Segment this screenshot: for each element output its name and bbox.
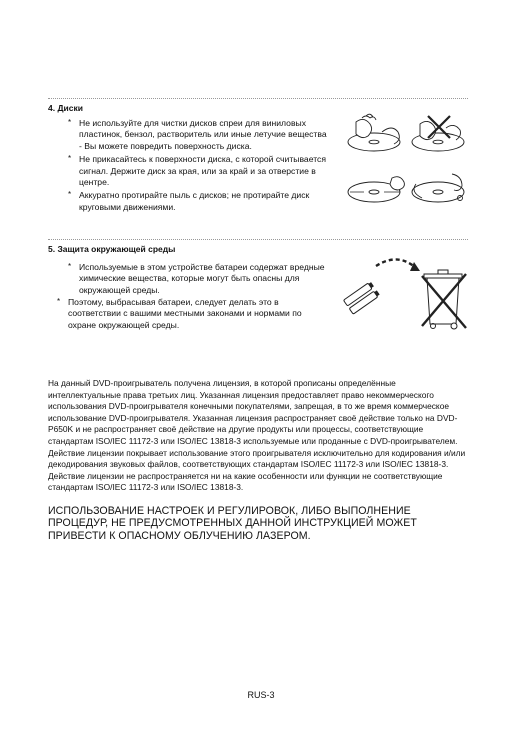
bullet-mark: * [68, 190, 72, 200]
list-item [68, 154, 330, 188]
divider-mid [48, 239, 468, 240]
bullet-mark: * [57, 297, 61, 306]
battery-disposal-illustration [338, 252, 470, 334]
list-item [57, 297, 327, 331]
bullet-mark: * [68, 118, 72, 127]
bullet-text: Не прикасайтесь к поверхности диска, с которой считывается сигнал. Держите диск за края, или за край и за отверстие в центре. [79, 154, 326, 188]
bullet-text: Аккуратно протирайте пыль с дисков; не протирайте диск круговыми движениями. [79, 190, 310, 212]
license-paragraph: На данный DVD-проигрыватель получена лицензия, в которой прописаны определённые интеллектуальные права третьих лиц. Указанная лицензия предоставляет право некоммерческого использования DVD-проигрывателя конечными покупателями, запрещая, в то же время коммерческое использование DVD-проигрывателя. Указанная лицензия распространяет своё действие только на DVD-P650K и не распространяет своё действие на другие продукты или процессы, соответствующие стандартам ISO/IEC 11172-3 или ISO/IEC 13818-3 используемые или проданные с DVD-проигрывателем. Действие лицензии покрывает использование этого проигрывателя исключительно для кодирования и/или декодирования звуковых файлов, соответствующих стандартам ISO/IEC 11172-3 или ISO/IEC 13818-3. Действие лицензии не распространяется ни на какие особенности или функции не соответствующие стандартам ISO/IEC 11172-3 или ISO/IEC 13818-3. [48, 378, 466, 493]
laser-warning: ИСПОЛЬЗОВАНИЕ НАСТРОЕК И РЕГУЛИРОВОК, ЛИБО ВЫПОЛНЕНИЕ ПРОЦЕДУР, НЕ ПРЕДУСМОТРЕННЫХ ДАННОЙ ИНСТРУКЦИЕЙ МОЖЕТ ПРИВЕСТИ К ОПАСНОМУ ОБЛУЧЕНИЮ ЛАЗЕРОМ. [48, 505, 417, 542]
bullet-text: Не используйте для чистки дисков спреи для виниловых пластинок, бензол, растворитель или иные летучие вещества - Вы можете повредить поверхность диска. [79, 118, 327, 151]
disc-cleaning-hands-illustration [342, 112, 470, 214]
bullet-text: Поэтому, выбрасывая батареи, следует делать это в соответствии с вашими местными законами и нормами по охране окружающей среды. [68, 297, 302, 330]
section-title-discs: 4. Диски [48, 103, 83, 113]
list-item [68, 118, 330, 152]
bullet-mark: * [68, 154, 72, 164]
divider-top [48, 98, 468, 99]
bullet-text: Используемые в этом устройстве батареи содержат вредные химические вещества, которые могут быть опасны для окружающей среды. [79, 262, 325, 295]
list-item [68, 190, 330, 213]
list-item [68, 262, 336, 296]
environment-bullet-list-2 [57, 297, 327, 333]
section-title-environment: 5. Защита окружающей среды [48, 244, 176, 254]
bullet-mark: * [68, 262, 72, 271]
page-number: RUS-3 [247, 690, 275, 700]
discs-bullet-list [68, 118, 330, 215]
environment-bullet-list [68, 262, 336, 298]
